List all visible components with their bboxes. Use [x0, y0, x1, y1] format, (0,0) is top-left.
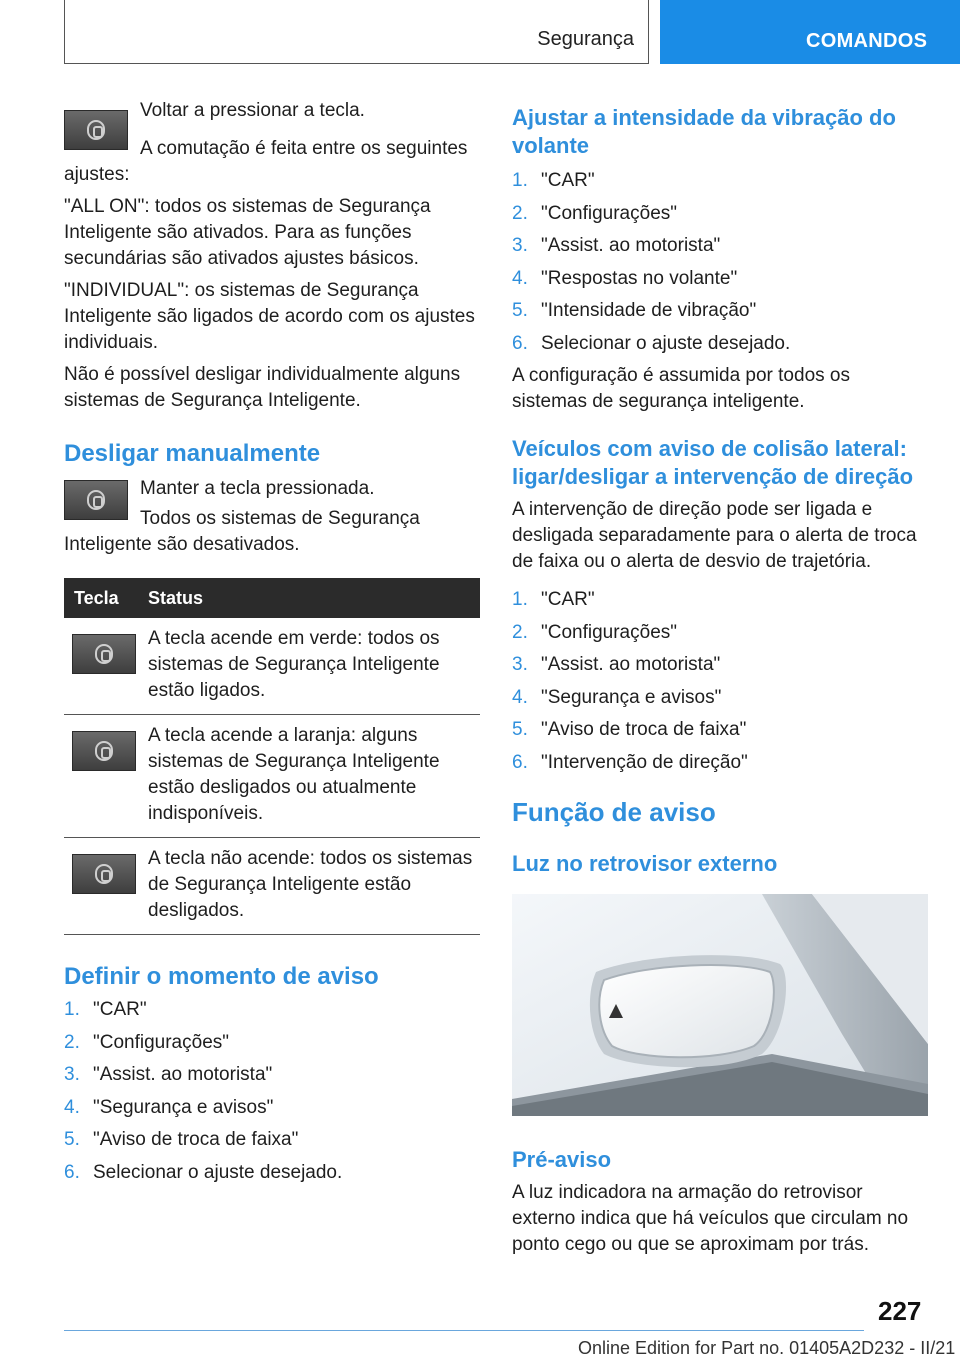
paragraph-all-on: "ALL ON": todos os sistemas de Segurança Inteligente são ativados. Para as funções secundárias são ativados ajustes básicos.	[64, 196, 431, 269]
list-item: 2. "Configurações"	[512, 202, 678, 224]
table-cell-status: A tecla acende em verde: todos os sistemas de Segurança Inteligente estão ligados.	[148, 628, 440, 701]
list-item: 5. "Aviso de troca de faixa"	[64, 1129, 299, 1150]
section-subtitle-mirror-light: Luz no retrovisor externo	[512, 850, 778, 876]
manual-off-line-1: Manter a tecla pressionada.	[140, 478, 375, 499]
list-item: 3. "Assist. ao motorista"	[512, 235, 721, 256]
list-item: 1. "CAR"	[512, 589, 595, 610]
list-item: 6. Selecionar o ajuste desejado.	[64, 1161, 343, 1183]
key-instruction	[64, 98, 480, 154]
section-title-warning-function: Função de aviso	[512, 796, 716, 827]
footer-divider	[64, 1330, 864, 1331]
header-section-label: Segurança	[537, 28, 634, 50]
intro-line-1: Voltar a pressionar a tecla.	[140, 100, 365, 121]
table-header-status: Status	[148, 587, 204, 608]
table-header	[64, 578, 480, 618]
vibration-steps	[512, 168, 928, 357]
safety-button-icon	[64, 110, 128, 150]
list-item: 6. Selecionar o ajuste desejado.	[512, 332, 791, 354]
list-item: 1. "CAR"	[512, 170, 595, 191]
section-title-warning-time: Definir o momento de aviso	[64, 963, 379, 990]
list-item: 5. "Intensidade de vibração"	[512, 300, 757, 321]
list-item: 6. "Intervenção de direção"	[512, 751, 748, 773]
manual-off-line-2: Todos os sistemas de Segurança Inteligente são desativados.	[64, 508, 420, 555]
section-title-lateral: Veículos com aviso de colisão lateral: ligar/desligar a intervenção de direção	[512, 436, 914, 489]
side-mirror-photo	[512, 894, 928, 1116]
table-cell-status: A tecla acende a laranja: alguns sistemas de Segurança Inteligente estão desligados ou atualmente indisponíveis.	[148, 725, 440, 824]
side-mirror-illustration	[512, 894, 928, 1116]
list-item: 3. "Assist. ao motorista"	[512, 654, 721, 675]
header-section-tab	[64, 0, 649, 64]
lateral-steps	[512, 587, 928, 776]
table-row	[64, 715, 480, 838]
safety-button-orange-icon	[72, 731, 136, 771]
footer-edition: Online Edition for Part no. 01405A2D232 - II/21	[578, 1338, 956, 1358]
list-item: 4. "Respostas no volante"	[512, 267, 738, 289]
table-header-key: Tecla	[74, 587, 119, 608]
paragraph-individual: "INDIVIDUAL": os sistemas de Segurança Inteligente são ligados de acordo com os ajustes individuais.	[64, 280, 475, 353]
list-item: 5. "Aviso de troca de faixa"	[512, 719, 747, 740]
key-instruction-manual	[64, 476, 480, 532]
list-item: 2. "Configurações"	[512, 621, 678, 643]
warning-time-steps	[64, 997, 480, 1186]
header-chapter-tab[interactable]	[660, 0, 960, 64]
list-item: 1. "CAR"	[64, 999, 147, 1020]
list-item: 2. "Configurações"	[64, 1031, 230, 1053]
section-title-manual-off: Desligar manualmente	[64, 440, 321, 467]
header-chapter-label: COMANDOS	[806, 30, 928, 52]
safety-button-icon	[64, 480, 128, 520]
list-item: 4. "Segurança e avisos"	[64, 1096, 274, 1118]
list-item: 3. "Assist. ao motorista"	[64, 1064, 273, 1085]
section-title-pre-warning: Pré-aviso	[512, 1146, 612, 1172]
paragraph-note: Não é possível desligar individualmente alguns sistemas de Segurança Inteligente.	[64, 364, 461, 411]
page-number: 227	[878, 1296, 922, 1326]
status-table	[64, 578, 480, 935]
table-cell-status: A tecla não acende: todos os sistemas de Segurança Inteligente estão desligados.	[148, 848, 473, 921]
lateral-text: A intervenção de direção pode ser ligada e desligada separadamente para o alerta de troca de faixa ou o alerta de desvio de trajetória.	[512, 499, 917, 572]
safety-button-off-icon	[72, 854, 136, 894]
vibration-note: A configuração é assumida por todos os sistemas de segurança inteligente.	[512, 365, 850, 412]
right-column	[512, 104, 928, 1264]
table-row	[64, 838, 480, 935]
section-title-vibration: Ajustar a intensidade da vibração do volante	[512, 105, 896, 158]
safety-button-green-icon	[72, 634, 136, 674]
table-row	[64, 618, 480, 715]
intro-line-2-text: A comutação é feita entre os seguintes ajustes:	[64, 138, 468, 185]
list-item: 4. "Segurança e avisos"	[512, 686, 722, 708]
left-column	[64, 98, 480, 1192]
pre-warning-text: A luz indicadora na armação do retrovisor externo indica que há veículos que circulam no ponto cego ou que se aproximam por trás.	[512, 1181, 909, 1255]
